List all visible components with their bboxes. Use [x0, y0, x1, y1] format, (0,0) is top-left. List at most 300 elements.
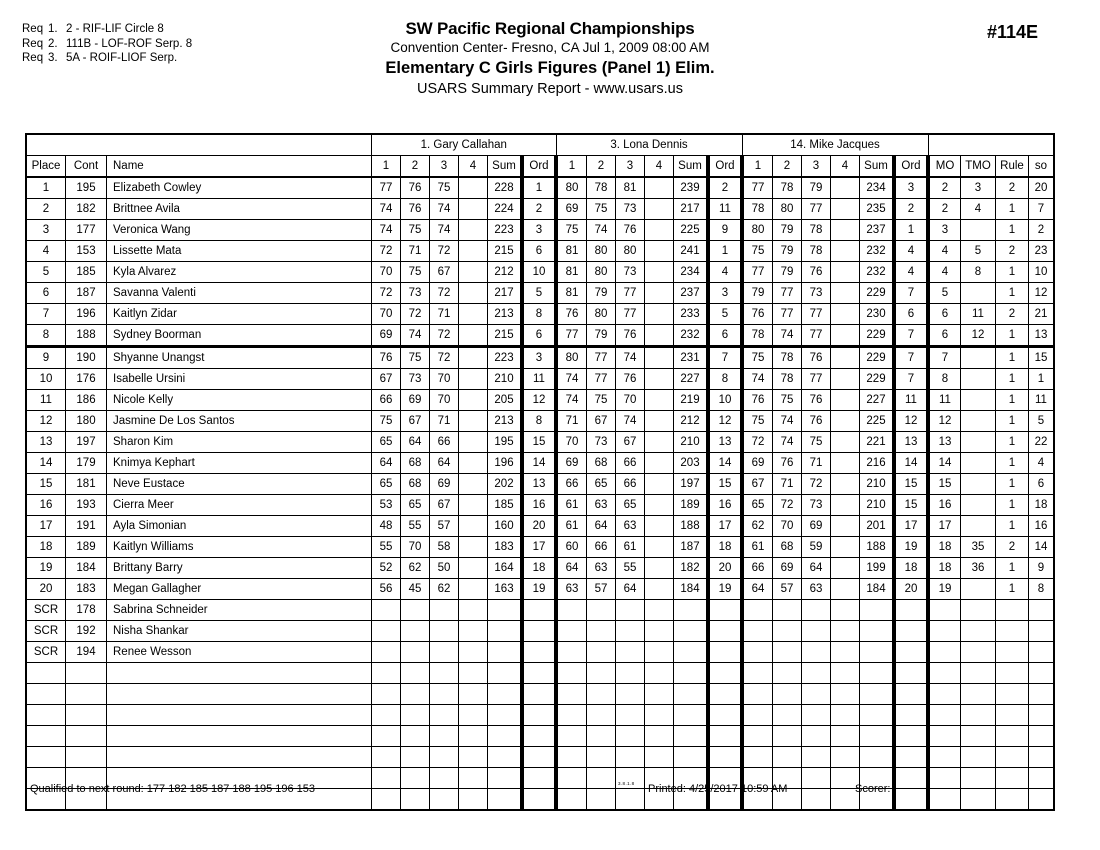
cell-judge1-score4	[459, 177, 488, 199]
cell-judge3-score3: 76	[802, 411, 831, 432]
cell-judge1-score1	[372, 663, 401, 684]
cell-mo: 16	[928, 495, 961, 516]
cell-judge3-ord: 18	[894, 558, 928, 579]
cell-judge2-score3	[616, 684, 645, 705]
cell-judge3-score3: 59	[802, 537, 831, 558]
cell-judge2-ord: 13	[708, 432, 742, 453]
cell-judge3-sum: 229	[860, 325, 895, 347]
cell-judge1-score2: 65	[401, 495, 430, 516]
cell-judge2-score2	[587, 705, 616, 726]
cell-judge1-score1	[372, 726, 401, 747]
cell-judge2-score4	[645, 600, 674, 621]
cell-judge3-score3: 73	[802, 283, 831, 304]
cell-judge3-sum	[860, 621, 895, 642]
cell-judge1-sum: 212	[488, 262, 523, 283]
cell-name: Shyanne Unangst	[107, 347, 372, 369]
cell-cont: 197	[66, 432, 107, 453]
cell-judge3-sum: 232	[860, 241, 895, 262]
cell-judge3-score2: 79	[773, 241, 802, 262]
cell-judge3-score4	[831, 600, 860, 621]
cell-name: Sydney Boorman	[107, 325, 372, 347]
header-ord: Ord	[894, 156, 928, 178]
cell-judge1-score2	[401, 726, 430, 747]
cell-judge3-sum: 201	[860, 516, 895, 537]
cell-name: Elizabeth Cowley	[107, 177, 372, 199]
cell-judge1-score4	[459, 726, 488, 747]
cell-tmo: 4	[961, 199, 996, 220]
cell-judge1-ord	[522, 684, 556, 705]
cell-judge2-ord: 14	[708, 453, 742, 474]
cell-cont: 184	[66, 558, 107, 579]
cell-mo	[928, 726, 961, 747]
cell-judge2-score3	[616, 621, 645, 642]
cell-judge2-score3: 74	[616, 347, 645, 369]
cell-judge3-score2	[773, 726, 802, 747]
cell-judge3-sum: 188	[860, 537, 895, 558]
cell-rule: 2	[996, 241, 1029, 262]
cell-judge2-score2	[587, 663, 616, 684]
cell-so: 18	[1029, 495, 1055, 516]
cell-judge3-score1: 77	[742, 262, 773, 283]
cell-cont: 190	[66, 347, 107, 369]
cell-judge2-ord: 11	[708, 199, 742, 220]
cell-judge2-score2: 75	[587, 390, 616, 411]
cell-judge2-ord	[708, 747, 742, 768]
cell-rule: 1	[996, 325, 1029, 347]
cell-judge2-ord: 1	[708, 241, 742, 262]
cell-judge1-score4	[459, 747, 488, 768]
cell-judge3-score3	[802, 768, 831, 789]
cell-judge2-score1	[556, 747, 587, 768]
cell-mo	[928, 663, 961, 684]
cell-judge2-ord: 17	[708, 516, 742, 537]
cell-cont: 182	[66, 199, 107, 220]
cell-judge3-score2: 70	[773, 516, 802, 537]
cell-judge1-score1	[372, 768, 401, 789]
cell-name: Knimya Kephart	[107, 453, 372, 474]
cell-judge2-score4	[645, 516, 674, 537]
cell-judge1-score1: 70	[372, 262, 401, 283]
cell-judge3-sum	[860, 600, 895, 621]
cell-judge3-score1: 75	[742, 241, 773, 262]
cell-judge3-ord	[894, 642, 928, 663]
cell-judge3-score1: 62	[742, 516, 773, 537]
cell-rule	[996, 663, 1029, 684]
judge-name-3: 14. Mike Jacques	[742, 134, 928, 156]
cell-judge1-sum	[488, 684, 523, 705]
cell-mo: 2	[928, 199, 961, 220]
cell-judge2-ord: 2	[708, 177, 742, 199]
cell-judge1-score3: 72	[430, 347, 459, 369]
cell-judge2-score4	[645, 220, 674, 241]
cell-judge3-score2: 76	[773, 453, 802, 474]
cell-judge2-score1: 80	[556, 347, 587, 369]
cell-judge3-score3: 64	[802, 558, 831, 579]
table-row	[26, 516, 1054, 537]
cell-judge3-ord: 4	[894, 262, 928, 283]
cell-judge1-ord: 8	[522, 411, 556, 432]
column-header-row	[26, 156, 1054, 178]
cell-judge2-score1: 70	[556, 432, 587, 453]
cell-so: 22	[1029, 432, 1055, 453]
cell-judge3-score1: 67	[742, 474, 773, 495]
cell-judge1-ord: 1	[522, 177, 556, 199]
cell-judge3-score4	[831, 262, 860, 283]
cell-judge1-score3	[430, 663, 459, 684]
cell-tmo	[961, 474, 996, 495]
cell-judge1-score3: 62	[430, 579, 459, 600]
cell-judge3-sum: 227	[860, 390, 895, 411]
cell-judge1-score3: 72	[430, 283, 459, 304]
cell-judge2-score4	[645, 621, 674, 642]
cell-judge3-score3	[802, 705, 831, 726]
cell-judge1-score1: 66	[372, 390, 401, 411]
cell-mo	[928, 747, 961, 768]
table-row	[26, 642, 1054, 663]
cell-judge2-score3: 66	[616, 474, 645, 495]
cell-name: Nisha Shankar	[107, 621, 372, 642]
cell-judge1-score2	[401, 789, 430, 811]
cell-judge2-score1	[556, 705, 587, 726]
cell-judge1-ord: 13	[522, 474, 556, 495]
cell-so: 14	[1029, 537, 1055, 558]
cell-judge2-score3: 77	[616, 304, 645, 325]
cell-judge3-score4	[831, 390, 860, 411]
cell-so	[1029, 726, 1055, 747]
cell-judge1-score3: 58	[430, 537, 459, 558]
cell-rule: 1	[996, 283, 1029, 304]
cell-name: Neve Eustace	[107, 474, 372, 495]
cell-tmo	[961, 432, 996, 453]
cell-judge3-score1: 76	[742, 304, 773, 325]
cell-judge1-score4	[459, 474, 488, 495]
cell-cont: 177	[66, 220, 107, 241]
cell-judge2-score1: 71	[556, 411, 587, 432]
cell-name: Isabelle Ursini	[107, 369, 372, 390]
cell-judge2-score1: 69	[556, 453, 587, 474]
cell-judge1-score3: 69	[430, 474, 459, 495]
cell-judge3-score4	[831, 347, 860, 369]
cell-judge3-score4	[831, 495, 860, 516]
cell-rule	[996, 768, 1029, 789]
cell-so: 11	[1029, 390, 1055, 411]
cell-judge1-score3	[430, 600, 459, 621]
cell-cont: 188	[66, 325, 107, 347]
cell-judge3-score4	[831, 411, 860, 432]
header-rule: Rule	[996, 156, 1029, 178]
cell-judge2-score4	[645, 705, 674, 726]
table-row	[26, 621, 1054, 642]
cell-rule: 1	[996, 369, 1029, 390]
cell-place: SCR	[26, 600, 66, 621]
cell-judge2-score1: 61	[556, 516, 587, 537]
table-row	[26, 474, 1054, 495]
cell-place: 6	[26, 283, 66, 304]
cell-judge2-sum: 212	[674, 411, 709, 432]
event-code: #114E	[986, 22, 1038, 42]
cell-judge3-score4	[831, 642, 860, 663]
cell-so: 15	[1029, 347, 1055, 369]
cell-judge1-score4	[459, 390, 488, 411]
cell-judge2-score2	[587, 726, 616, 747]
cell-judge3-ord: 7	[894, 283, 928, 304]
cell-tmo	[961, 621, 996, 642]
requirement-index: 2.	[48, 37, 58, 50]
cell-so	[1029, 600, 1055, 621]
cell-judge1-sum	[488, 621, 523, 642]
table-row	[26, 241, 1054, 262]
cell-judge1-score1	[372, 684, 401, 705]
cell-judge3-ord: 1	[894, 220, 928, 241]
cell-place	[26, 726, 66, 747]
header-mo: MO	[928, 156, 961, 178]
cell-judge2-score1: 63	[556, 579, 587, 600]
cell-rule: 2	[996, 304, 1029, 325]
cell-so	[1029, 747, 1055, 768]
cell-place: 18	[26, 537, 66, 558]
cell-judge2-ord	[708, 642, 742, 663]
cell-tmo	[961, 347, 996, 369]
cell-judge1-score2: 67	[401, 411, 430, 432]
cell-place: 9	[26, 347, 66, 369]
cell-name	[107, 705, 372, 726]
cell-judge3-score4	[831, 369, 860, 390]
requirement-text: 111B - LOF-ROF Serp. 8	[66, 37, 193, 50]
cell-judge3-score2: 79	[773, 220, 802, 241]
venue-datetime: Convention Center- Fresno, CA Jul 1, 2009 08:00 AM	[390, 40, 710, 55]
cell-judge2-sum: 233	[674, 304, 709, 325]
cell-judge2-score2: 57	[587, 579, 616, 600]
cell-rule: 1	[996, 453, 1029, 474]
cell-judge1-score2: 71	[401, 241, 430, 262]
cell-mo	[928, 705, 961, 726]
table-row	[26, 411, 1054, 432]
cell-judge2-ord: 3	[708, 283, 742, 304]
cell-judge1-ord: 15	[522, 432, 556, 453]
cell-rule: 1	[996, 347, 1029, 369]
cell-judge3-score4	[831, 747, 860, 768]
cell-tmo	[961, 768, 996, 789]
cell-judge3-score4	[831, 474, 860, 495]
judge-banner-spacer	[66, 134, 107, 156]
cell-judge1-ord	[522, 768, 556, 789]
cell-place: SCR	[26, 621, 66, 642]
cell-judge2-sum: 234	[674, 262, 709, 283]
cell-judge1-score2	[401, 768, 430, 789]
cell-judge1-score4	[459, 262, 488, 283]
cell-tmo	[961, 684, 996, 705]
cell-judge3-sum	[860, 705, 895, 726]
cell-judge1-ord: 17	[522, 537, 556, 558]
cell-judge1-score1: 67	[372, 369, 401, 390]
cell-judge1-score3: 57	[430, 516, 459, 537]
cell-judge3-sum: 199	[860, 558, 895, 579]
cell-judge3-sum	[860, 642, 895, 663]
judge-banner-spacer	[107, 134, 372, 156]
cell-cont: 178	[66, 600, 107, 621]
cell-judge3-score1: 77	[742, 177, 773, 199]
cell-judge1-score4	[459, 453, 488, 474]
cell-tmo: 35	[961, 537, 996, 558]
cell-judge2-ord: 7	[708, 347, 742, 369]
requirement-line	[22, 51, 192, 66]
cell-so: 23	[1029, 241, 1055, 262]
cell-so: 5	[1029, 411, 1055, 432]
cell-judge1-ord	[522, 705, 556, 726]
version-stamp: 3.8.1.8	[618, 781, 635, 786]
cell-judge2-sum: 239	[674, 177, 709, 199]
cell-judge3-ord: 7	[894, 325, 928, 347]
cell-mo	[928, 684, 961, 705]
cell-name: Sharon Kim	[107, 432, 372, 453]
cell-judge2-score1: 81	[556, 283, 587, 304]
cell-judge1-ord: 12	[522, 390, 556, 411]
cell-judge2-ord: 12	[708, 411, 742, 432]
cell-judge3-score2: 79	[773, 262, 802, 283]
cell-judge3-sum: 221	[860, 432, 895, 453]
cell-so: 10	[1029, 262, 1055, 283]
header-ord: Ord	[522, 156, 556, 178]
cell-judge2-score4	[645, 304, 674, 325]
cell-judge1-score3: 67	[430, 495, 459, 516]
cell-judge1-score2: 64	[401, 432, 430, 453]
cell-judge2-score3: 70	[616, 390, 645, 411]
cell-judge2-score2: 66	[587, 537, 616, 558]
cell-judge1-score3	[430, 705, 459, 726]
cell-judge1-score1: 52	[372, 558, 401, 579]
cell-judge1-score1: 70	[372, 304, 401, 325]
cell-name	[107, 726, 372, 747]
cell-so: 8	[1029, 579, 1055, 600]
cell-judge3-score1: 61	[742, 537, 773, 558]
cell-judge1-ord: 8	[522, 304, 556, 325]
header-score-3: 3	[430, 156, 459, 178]
cell-judge3-score3: 78	[802, 241, 831, 262]
cell-tmo	[961, 411, 996, 432]
cell-judge2-sum: 187	[674, 537, 709, 558]
cell-judge1-sum: 213	[488, 411, 523, 432]
cell-place: 1	[26, 177, 66, 199]
cell-name: Ayla Simonian	[107, 516, 372, 537]
requirement-text: 2 - RIF-LIF Circle 8	[66, 23, 164, 35]
cell-judge2-ord: 18	[708, 537, 742, 558]
cell-judge3-ord	[894, 726, 928, 747]
cell-so: 4	[1029, 453, 1055, 474]
header-sum: Sum	[488, 156, 523, 178]
cell-judge1-score4	[459, 537, 488, 558]
cell-judge2-score2: 68	[587, 453, 616, 474]
cell-judge2-ord	[708, 705, 742, 726]
cell-judge1-score3: 71	[430, 304, 459, 325]
cell-judge1-score3: 71	[430, 411, 459, 432]
cell-judge1-ord: 5	[522, 283, 556, 304]
cell-name: Cierra Meer	[107, 495, 372, 516]
cell-mo	[928, 600, 961, 621]
cell-place	[26, 663, 66, 684]
cell-judge3-sum: 225	[860, 411, 895, 432]
table-row	[26, 262, 1054, 283]
cell-so: 9	[1029, 558, 1055, 579]
cell-judge1-score2	[401, 684, 430, 705]
cell-judge3-score4	[831, 283, 860, 304]
cell-judge2-score4	[645, 579, 674, 600]
cell-mo: 18	[928, 558, 961, 579]
cell-judge1-sum	[488, 705, 523, 726]
cell-judge3-score2: 74	[773, 411, 802, 432]
cell-name: Veronica Wang	[107, 220, 372, 241]
cell-judge1-ord: 6	[522, 241, 556, 262]
table-row	[26, 347, 1054, 369]
cell-rule	[996, 642, 1029, 663]
cell-rule: 1	[996, 558, 1029, 579]
cell-judge3-ord	[894, 684, 928, 705]
judge-banner-row	[26, 134, 1054, 156]
cell-judge1-score1: 65	[372, 432, 401, 453]
cell-judge2-ord: 16	[708, 495, 742, 516]
cell-so	[1029, 642, 1055, 663]
cell-judge2-score2	[587, 642, 616, 663]
cell-judge1-ord: 3	[522, 220, 556, 241]
cell-judge2-sum: 225	[674, 220, 709, 241]
cell-judge3-score1	[742, 684, 773, 705]
results-table	[25, 133, 1055, 811]
cell-judge1-score4	[459, 558, 488, 579]
cell-cont: 194	[66, 642, 107, 663]
cell-rule	[996, 621, 1029, 642]
cell-judge1-ord: 16	[522, 495, 556, 516]
cell-judge1-sum: 196	[488, 453, 523, 474]
cell-judge1-score2: 76	[401, 199, 430, 220]
header-sum: Sum	[674, 156, 709, 178]
cell-judge1-score2: 75	[401, 220, 430, 241]
cell-judge1-score3: 66	[430, 432, 459, 453]
cell-judge2-ord	[708, 726, 742, 747]
table-row	[26, 537, 1054, 558]
cell-judge1-score1: 72	[372, 283, 401, 304]
cell-name: Brittany Barry	[107, 558, 372, 579]
cell-so: 16	[1029, 516, 1055, 537]
cell-name: Nicole Kelly	[107, 390, 372, 411]
cell-judge1-sum	[488, 789, 523, 811]
cell-judge3-score1: 78	[742, 325, 773, 347]
cell-judge2-score4	[645, 199, 674, 220]
cell-mo: 12	[928, 411, 961, 432]
cell-judge1-ord	[522, 642, 556, 663]
cell-judge2-score4	[645, 537, 674, 558]
cell-judge1-score4	[459, 495, 488, 516]
cell-judge2-score2: 77	[587, 369, 616, 390]
report-subtitle: USARS Summary Report - www.usars.us	[417, 81, 683, 97]
cell-judge2-sum: 184	[674, 579, 709, 600]
cell-rule: 1	[996, 199, 1029, 220]
cell-tmo	[961, 453, 996, 474]
cell-tmo	[961, 642, 996, 663]
cell-judge1-score2: 75	[401, 262, 430, 283]
cell-judge2-score4	[645, 726, 674, 747]
table-row	[26, 579, 1054, 600]
cell-judge2-score1	[556, 789, 587, 811]
cell-judge1-score4	[459, 220, 488, 241]
cell-judge2-score3: 81	[616, 177, 645, 199]
cell-judge2-ord	[708, 684, 742, 705]
cell-judge1-score2: 76	[401, 177, 430, 199]
cell-judge2-sum: 232	[674, 325, 709, 347]
cell-name: Lissette Mata	[107, 241, 372, 262]
table-row	[26, 747, 1054, 768]
cell-judge1-score2: 73	[401, 283, 430, 304]
cell-judge3-score4	[831, 537, 860, 558]
table-row	[26, 705, 1054, 726]
